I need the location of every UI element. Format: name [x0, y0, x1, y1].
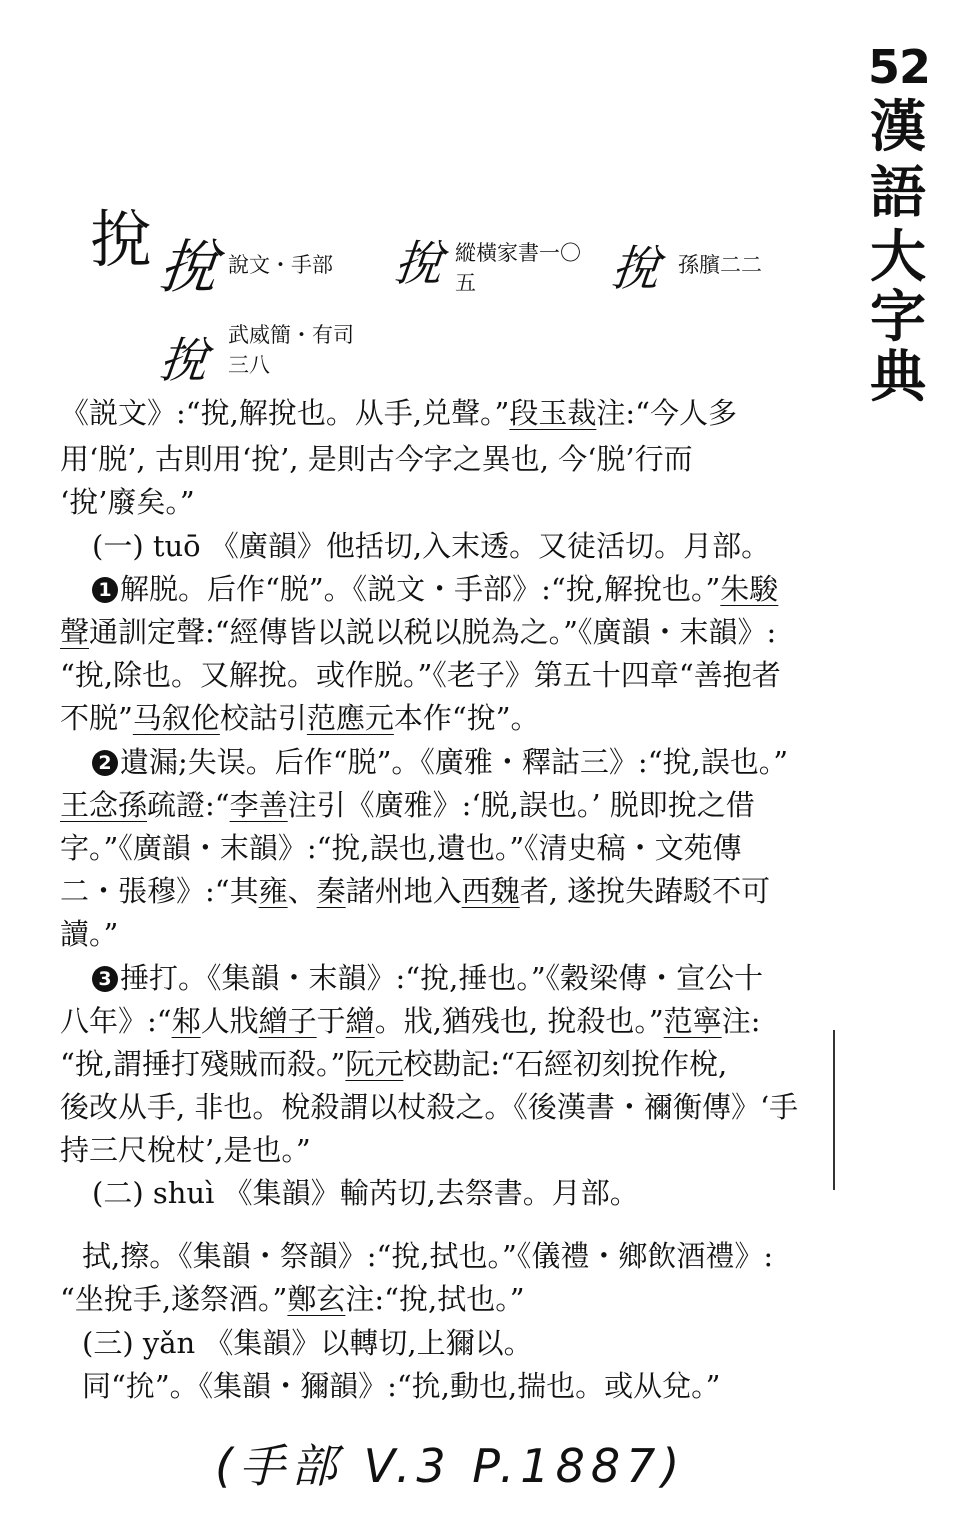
- place-name: 邾: [171, 1004, 201, 1038]
- sense-3-line-1: 3 捶打。《集韻・末韻》:“挩,捶也。”《穀梁傳・宣公十: [92, 958, 763, 998]
- entry-head-char: 挩: [90, 203, 153, 276]
- page-number: 52: [868, 40, 931, 94]
- person-name: 王念孫: [60, 788, 148, 822]
- person-name: 李善: [229, 788, 288, 822]
- source-shuowen: 說文・手部: [228, 253, 333, 277]
- sense-1-line-4: 不脱”马叙伦校詁引范應元本作“挩”。: [60, 701, 540, 735]
- sense-1-line-1: 1 解脱。后作“脱”。《説文・手部》:“挩,解挩也。”朱駿: [92, 569, 778, 609]
- person-name: 范寧: [663, 1004, 722, 1038]
- text-line-2: 用‘脱’, 古則用‘挩’, 是則古今字之異也, 今‘脱’行而: [60, 442, 693, 476]
- person-name: 马叙伦: [132, 701, 220, 735]
- reading-3-header: (三) yǎn 《集韻》以轉切,上獮以。: [82, 1326, 533, 1360]
- person-name: 阮元: [345, 1047, 404, 1081]
- title-char-4: 字: [870, 285, 926, 350]
- sense-2-line-4: 二・張穆》:“其雍、秦諸州地入西魏者, 遂挩失踳駁不可: [60, 874, 771, 908]
- sense-2-line-1: 2 遺漏;失误。后作“脱”。《廣雅・釋詁三》:“挩,誤也。”: [92, 742, 788, 782]
- source-wuwei: 武威簡・有司三八: [228, 323, 354, 377]
- title-char-5: 典: [870, 345, 926, 410]
- reading-1-header: (一) tuō 《廣韻》他括切,入末透。又徒活切。月部。: [92, 529, 771, 563]
- person-name: 聲: [60, 615, 90, 649]
- seal-form-shuowen: 挩: [155, 233, 222, 301]
- source-zonghengjia: 縱橫家書一〇五: [455, 241, 581, 295]
- person-name: 朱駿: [720, 572, 779, 606]
- sense-2-line-5: 讀。”: [60, 917, 119, 951]
- person-name: 范應元: [306, 701, 394, 735]
- sense-3-line-2: 八年》:“邾人戕繒子于繒。戕,猶残也, 挩殺也。”范寧注:: [60, 1004, 761, 1038]
- margin-rule: [833, 1030, 835, 1190]
- person-name: 段玉裁: [509, 396, 597, 430]
- sense-number-1: 1: [92, 577, 118, 603]
- source-sunbin: 孫臏二二: [678, 253, 762, 277]
- seal-form-sunbin: 挩: [608, 241, 663, 297]
- sense-2-line-3: 字。”《廣韻・末韻》:“挩,誤也,遺也。”《清史稿・文苑傳: [60, 831, 742, 865]
- handwritten-reference-note: (手部 V.3 P.1887): [215, 1439, 686, 1493]
- reading-2-line-1: 拭,擦。《集韻・祭韻》:“挩,拭也。”《儀禮・鄉飲酒禮》:: [82, 1239, 774, 1273]
- place-name: 繒: [345, 1004, 375, 1038]
- place-name: 秦: [316, 874, 346, 908]
- reading-3-line-1: 同“抁”。《集韻・獮韻》:“抁,動也,揣也。或从兌。”: [82, 1369, 721, 1403]
- sense-3-line-3: “挩,謂捶打殘賊而殺。”阮元校勘記:“石經初刻挩作梲,: [60, 1047, 728, 1081]
- sense-number-2: 2: [92, 750, 118, 776]
- place-name: 西魏: [461, 874, 520, 908]
- text-line-3: ‘挩’廢矣。”: [60, 485, 195, 519]
- sense-1-line-2: 聲通訓定聲:“經傳皆以説以税以脱為之。”《廣韻・末韻》:: [60, 615, 777, 649]
- title-char-2: 語: [870, 161, 926, 226]
- title-char-3: 大: [870, 225, 926, 290]
- person-name: 繒子: [258, 1004, 317, 1038]
- sense-2-line-2: 王念孫疏證:“李善注引《廣雅》:‘脱,誤也。’ 脱即挩之借: [60, 788, 755, 822]
- sense-3-line-5: 持三尺梲杖’,是也。”: [60, 1133, 311, 1167]
- reading-2-header: (二) shuì 《集韻》輸芮切,去祭書。月部。: [92, 1176, 639, 1210]
- sense-number-3: 3: [92, 966, 118, 992]
- sense-1-line-3: “挩,除也。又解挩。或作脱。”《老子》第五十四章“善抱者: [60, 658, 781, 692]
- person-name: 鄭玄: [287, 1282, 346, 1316]
- place-name: 雍: [258, 874, 288, 908]
- reading-2-line-2: “坐挩手,遂祭酒。”鄭玄注:“挩,拭也。”: [60, 1282, 525, 1316]
- seal-form-zonghengjia: 挩: [391, 236, 446, 292]
- sense-3-line-4: 後改从手, 非也。梲殺謂以杖殺之。《後漢書・禰衡傳》‘手: [60, 1090, 799, 1124]
- text-line-1: 《説文》:“挩,解挩也。从手,兑聲。”段玉裁注:“今人多: [60, 396, 737, 430]
- seal-form-wuwei: 挩: [156, 333, 211, 389]
- title-char-1: 漢: [870, 95, 926, 160]
